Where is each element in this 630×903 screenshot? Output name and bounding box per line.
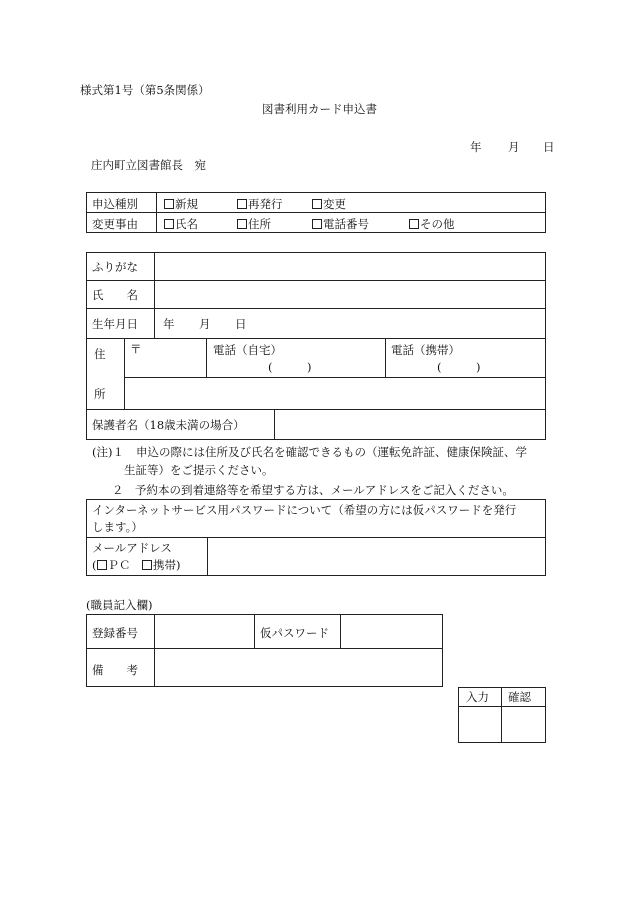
address-field[interactable] <box>126 379 544 407</box>
checkbox-icon <box>237 199 247 209</box>
input-label: 入力 <box>466 690 489 704</box>
birthdate-label: 生年月日 <box>92 317 138 331</box>
checkbox-icon <box>164 219 174 229</box>
birth-month: 月 <box>199 317 211 331</box>
option-new[interactable]: 新規 <box>164 196 198 212</box>
temp-password-label: 仮パスワード <box>260 626 329 640</box>
birth-year: 年 <box>163 317 175 331</box>
password-note-line2: します。） <box>92 520 143 534</box>
note1-line1: 申込の際には住所及び氏名を確認できるもの（運転免許証、健康保険証、学 <box>136 445 527 459</box>
checkbox-icon <box>409 219 419 229</box>
phone-mobile-label: 電話（携帯） <box>391 343 460 357</box>
mail-address-field[interactable] <box>209 539 544 574</box>
mail-type-options: ( ＰＣ 携帯) <box>92 558 181 572</box>
addressee: 庄内町立図書館長 宛 <box>91 158 206 172</box>
date-year: 年 <box>470 140 482 154</box>
password-note-line1: インターネットサービス用パスワードについて（希望の方には仮パスワードを発行 <box>92 503 517 517</box>
form-number: 様式第1号（第5条関係） <box>80 83 210 97</box>
checkbox-icon[interactable] <box>142 560 152 570</box>
furigana-field[interactable] <box>156 254 544 278</box>
application-type-label: 申込種別 <box>92 197 138 211</box>
furigana-label: ふりがな <box>92 260 138 274</box>
staff-section-label: (職員記入欄) <box>86 598 153 612</box>
change-reason-label: 変更事由 <box>92 217 138 231</box>
postal-mark: 〒 <box>130 342 142 356</box>
checkbox-icon <box>312 219 322 229</box>
phone-mobile-paren[interactable]: ( ) <box>437 360 481 374</box>
confirm-label: 確認 <box>508 690 531 704</box>
reason-phone[interactable]: 電話番号 <box>312 216 369 232</box>
phone-home-label: 電話（自宅） <box>213 343 282 357</box>
name-label: 氏 名 <box>92 288 138 302</box>
remarks-label: 備 考 <box>92 663 138 677</box>
address-label-bottom: 所 <box>94 387 106 401</box>
option-change[interactable]: 変更 <box>312 196 346 212</box>
checkbox-icon[interactable] <box>97 560 107 570</box>
note1-line2: 生証等）をご提示ください。 <box>124 463 274 477</box>
mail-address-label: メールアドレス <box>92 541 172 555</box>
phone-home-paren[interactable]: ( ) <box>268 360 312 374</box>
option-reissue[interactable]: 再発行 <box>237 196 283 212</box>
reason-name[interactable]: 氏名 <box>164 216 198 232</box>
note1-prefix: (注)１ <box>92 445 124 459</box>
checkbox-icon <box>164 199 174 209</box>
checkbox-icon <box>312 199 322 209</box>
date-day: 日 <box>543 140 555 154</box>
guardian-label: 保護者名（18歳未満の場合） <box>92 418 245 432</box>
reason-other[interactable]: その他 <box>409 216 455 232</box>
address-label-top: 住 <box>94 347 106 361</box>
checkbox-icon <box>237 219 247 229</box>
birth-day: 日 <box>235 317 247 331</box>
guardian-field[interactable] <box>276 411 544 438</box>
date-month: 月 <box>508 140 520 154</box>
registration-number-label: 登録番号 <box>92 626 138 640</box>
form-title: 図書利用カード申込書 <box>262 102 377 116</box>
reason-address[interactable]: 住所 <box>237 216 271 232</box>
name-field[interactable] <box>156 282 544 306</box>
note2: ２ 予約本の到着連絡等を希望する方は、メールアドレスをご記入ください。 <box>112 483 514 497</box>
